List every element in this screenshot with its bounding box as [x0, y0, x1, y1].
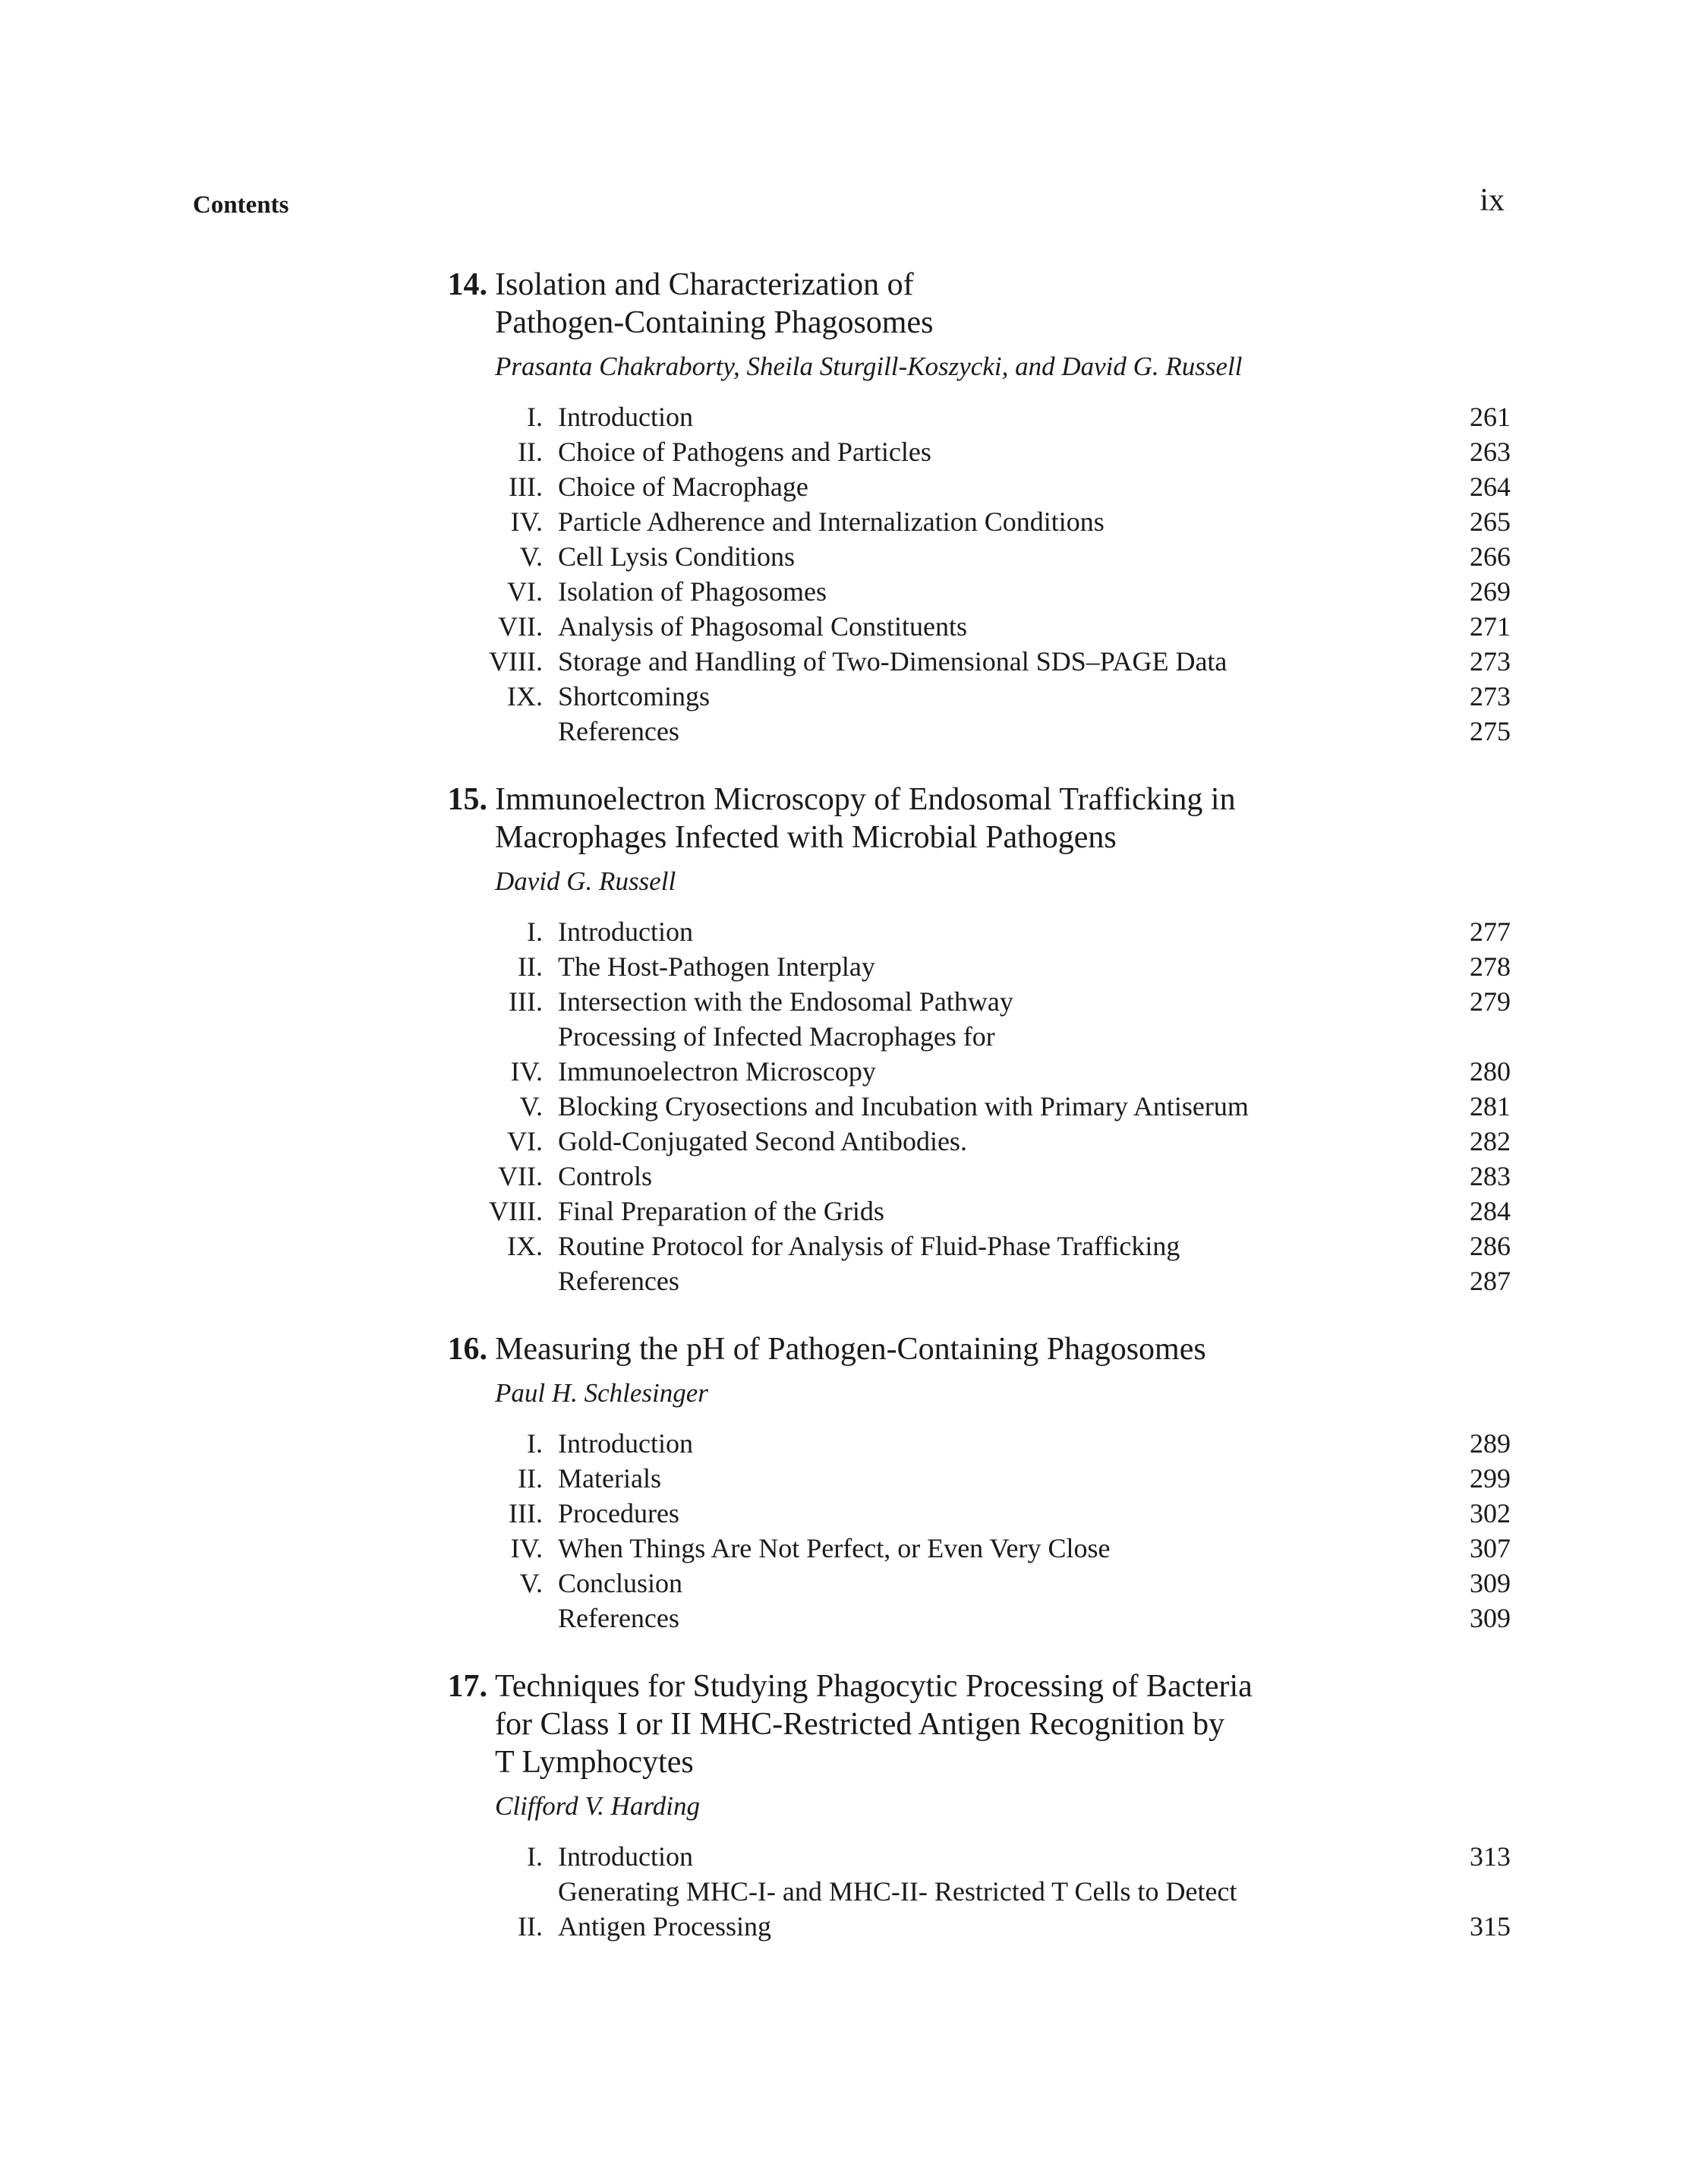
section-entry	[425, 504, 1511, 539]
table-of-contents	[425, 266, 1511, 1976]
section-page-number: 269	[1470, 576, 1511, 607]
section-number: V.	[519, 1091, 543, 1121]
section-number: I.	[527, 916, 543, 947]
section-entry	[425, 574, 1511, 609]
section-number: VIII.	[489, 646, 543, 677]
section-entry	[425, 914, 1511, 949]
section-title: Intersection with the Endosomal Pathway	[558, 986, 1013, 1017]
section-page-number: 309	[1470, 1603, 1511, 1633]
section-number: V.	[519, 541, 543, 572]
section-page-number: 299	[1470, 1463, 1511, 1494]
section-title: Introduction	[558, 402, 693, 432]
section-entry	[425, 1531, 1511, 1566]
section-title: Choice of Macrophage	[558, 472, 808, 502]
chapter-number: 16.	[447, 1332, 487, 1367]
section-number: III.	[509, 1498, 543, 1528]
section-page-number: 289	[1470, 1428, 1511, 1459]
section-page-number: 271	[1470, 611, 1511, 642]
chapter-heading	[425, 781, 1511, 856]
section-number: IV.	[510, 506, 543, 537]
section-number: IV.	[510, 1056, 543, 1087]
section-number: II.	[518, 437, 543, 467]
section-entry	[425, 1426, 1511, 1461]
section-page-number: 284	[1470, 1196, 1511, 1226]
section-entry	[425, 434, 1511, 469]
section-title: Isolation of Phagosomes	[558, 576, 827, 607]
section-title: Shortcomings	[558, 681, 711, 711]
chapter-number: 15.	[447, 782, 487, 817]
section-entry	[425, 1874, 1511, 1944]
section-entry	[425, 1461, 1511, 1496]
section-page-number: 273	[1470, 646, 1511, 677]
chapter-authors: Paul H. Schlesinger	[495, 1378, 708, 1408]
section-entry	[425, 714, 1511, 749]
chapter-entry	[425, 266, 1511, 749]
section-page-number: 273	[1470, 681, 1511, 711]
section-entry	[425, 1229, 1511, 1263]
section-page-number: 278	[1470, 951, 1511, 982]
section-number: VII.	[498, 611, 543, 642]
section-entry	[425, 984, 1511, 1019]
section-number: VIII.	[489, 1196, 543, 1226]
section-title: References	[558, 1266, 679, 1296]
chapter-heading	[425, 266, 1511, 342]
section-title: Blocking Cryosections and Incubation with Primary Antiserum	[558, 1091, 1249, 1121]
section-number: I.	[527, 1428, 543, 1459]
chapter-authors: David G. Russell	[495, 866, 676, 896]
section-number: V.	[519, 1568, 543, 1598]
running-header-left: Contents	[193, 191, 289, 219]
section-page-number: 277	[1470, 916, 1511, 947]
section-number: II.	[518, 951, 543, 982]
section-page-number: 263	[1470, 437, 1511, 467]
section-title: Introduction	[558, 1841, 693, 1872]
section-entry	[425, 644, 1511, 679]
section-entry	[425, 399, 1511, 434]
section-page-number: 261	[1470, 402, 1511, 432]
chapter-number: 17.	[447, 1669, 487, 1704]
section-number: IX.	[507, 1231, 543, 1261]
section-page-number: 265	[1470, 506, 1511, 537]
chapter-authors: Clifford V. Harding	[495, 1791, 701, 1821]
section-number: VI.	[507, 576, 543, 607]
section-number: II.	[518, 1463, 543, 1494]
page-number-roman: ix	[1480, 183, 1505, 218]
section-title: Analysis of Phagosomal Constituents	[558, 611, 967, 642]
section-entry	[425, 469, 1511, 504]
section-title: Choice of Pathogens and Particles	[558, 437, 931, 467]
section-title: The Host-Pathogen Interplay	[558, 951, 875, 982]
section-number: I.	[527, 402, 543, 432]
section-entry	[425, 1263, 1511, 1298]
section-number: IV.	[510, 1533, 543, 1563]
section-page-number: 286	[1470, 1231, 1511, 1261]
section-title: Cell Lysis Conditions	[558, 541, 796, 572]
section-title: Gold-Conjugated Second Antibodies.	[558, 1126, 967, 1156]
section-number: III.	[509, 472, 543, 502]
section-entry	[425, 539, 1511, 574]
chapter-number: 14.	[447, 267, 487, 302]
section-page-number: 275	[1470, 716, 1511, 746]
section-title: When Things Are Not Perfect, or Even Very Close	[558, 1533, 1111, 1563]
section-title: Introduction	[558, 1428, 693, 1459]
section-number: II.	[518, 1911, 543, 1942]
chapter-authors: Prasanta Chakraborty, Sheila Sturgill-Koszycki, and David G. Russell	[495, 352, 1243, 381]
section-entry	[425, 1496, 1511, 1531]
section-title: Introduction	[558, 916, 693, 947]
chapter-title: Measuring the pH of Pathogen-Containing Phagosomes	[495, 1332, 1206, 1367]
section-number: VI.	[507, 1126, 543, 1156]
section-page-number: 315	[1470, 1911, 1511, 1942]
section-title: Processing of Infected Macrophages for Immunoelectron Microscopy	[558, 1021, 995, 1087]
chapter-title: Immunoelectron Microscopy of Endosomal Trafficking in Macrophages Infected with Microbial Pathogens	[495, 782, 1236, 855]
chapter-heading	[425, 1330, 1511, 1368]
section-page-number: 266	[1470, 541, 1511, 572]
section-page-number: 282	[1470, 1126, 1511, 1156]
section-entry	[425, 1159, 1511, 1194]
section-page-number: 313	[1470, 1841, 1511, 1872]
section-title: Conclusion	[558, 1568, 683, 1598]
section-number: I.	[527, 1841, 543, 1872]
section-page-number: 264	[1470, 472, 1511, 502]
section-title: Controls	[558, 1161, 653, 1191]
section-page-number: 287	[1470, 1266, 1511, 1296]
section-entry	[425, 1089, 1511, 1124]
section-number: IX.	[507, 681, 543, 711]
section-page-number: 279	[1470, 986, 1511, 1017]
section-title: References	[558, 716, 679, 746]
section-page-number: 302	[1470, 1498, 1511, 1528]
chapter-title: Techniques for Studying Phagocytic Processing of Bacteria for Class I or II MHC-Restricted Antigen Recognition by T Lymphocytes	[495, 1669, 1253, 1780]
section-entry	[425, 1124, 1511, 1159]
section-title: Procedures	[558, 1498, 679, 1528]
section-title: Storage and Handling of Two-Dimensional SDS–PAGE Data	[558, 646, 1227, 677]
section-entry	[425, 679, 1511, 714]
section-entry	[425, 1194, 1511, 1229]
chapter-entry	[425, 781, 1511, 1298]
section-title: Final Preparation of the Grids	[558, 1196, 884, 1226]
section-entry	[425, 1839, 1511, 1874]
section-page-number: 307	[1470, 1533, 1511, 1563]
chapter-heading	[425, 1667, 1511, 1781]
section-page-number: 309	[1470, 1568, 1511, 1598]
section-page-number: 283	[1470, 1161, 1511, 1191]
section-entry	[425, 609, 1511, 644]
section-entry	[425, 1019, 1511, 1089]
section-page-number: 281	[1470, 1091, 1511, 1121]
section-entry	[425, 1601, 1511, 1636]
section-number: VII.	[498, 1161, 543, 1191]
section-title: References	[558, 1603, 679, 1633]
section-number: III.	[509, 986, 543, 1017]
section-entry	[425, 949, 1511, 984]
chapter-title: Isolation and Characterization of Pathogen-Containing Phagosomes	[495, 267, 934, 340]
section-title: Materials	[558, 1463, 661, 1494]
chapter-entry	[425, 1330, 1511, 1636]
section-entry	[425, 1566, 1511, 1601]
section-title: Particle Adherence and Internalization Conditions	[558, 506, 1105, 537]
section-title: Routine Protocol for Analysis of Fluid-Phase Trafficking	[558, 1231, 1180, 1261]
section-title: Generating MHC-I- and MHC-II- Restricted T Cells to Detect Antigen Processing	[558, 1876, 1237, 1942]
section-page-number: 280	[1470, 1056, 1511, 1087]
chapter-entry	[425, 1667, 1511, 1944]
